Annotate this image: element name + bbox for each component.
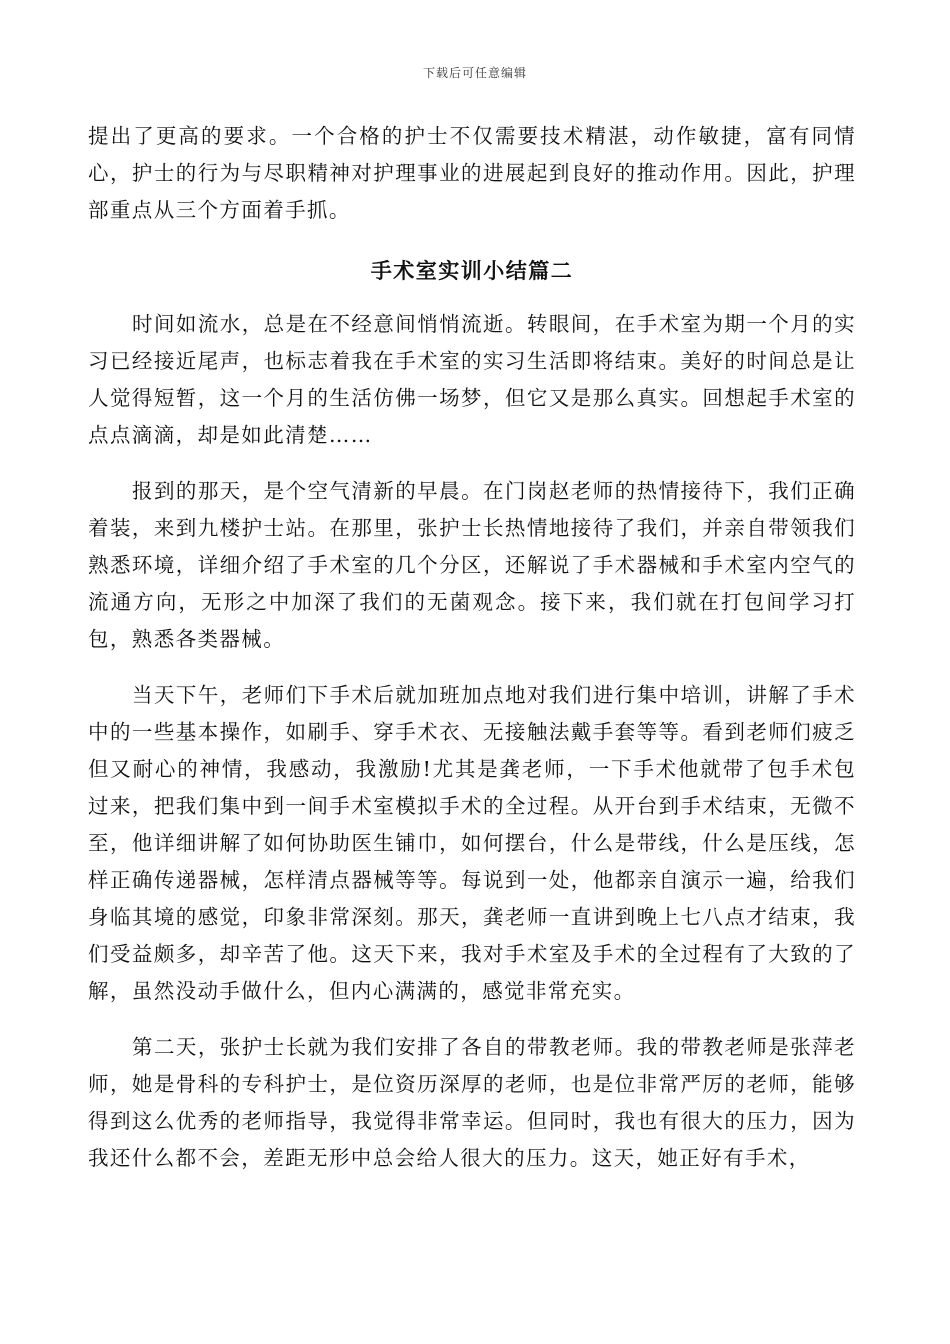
document-body	[88, 118, 856, 1177]
paragraph-4: 第二天，张护士长就为我们安排了各自的带教老师。我的带教老师是张萍老师，她是骨科的专科护士，是位资历深厚的老师，也是位非常严厉的老师，能够得到这么优秀的老师指导，我觉得非常幸运。但同时，我也有很大的压力，因为我还什么都不会，差距无形中总会给人很大的压力。这天，她正好有手术，	[88, 1035, 856, 1170]
page-header-note: 下载后可任意编辑	[422, 66, 527, 80]
section-title: 手术室实训小结篇二	[370, 259, 574, 283]
intro-paragraph: 提出了更高的要求。一个合格的护士不仅需要技术精湛，动作敏捷，富有同情心，护士的行为与尽职精神对护理事业的进展起到良好的推动作用。因此，护理部重点从三个方面着手抓。	[88, 124, 856, 222]
paragraph-3: 当天下午，老师们下手术后就加班加点地对我们进行集中培训，讲解了手术中的一些基本操作，如刷手、穿手术衣、无接触法戴手套等等。看到老师们疲乏但又耐心的神情，我感动，我激励!尤其是龚老师，一下手术他就带了包手术包过来，把我们集中到一间手术室模拟手术的全过程。从开台到手术结束，无微不至，他详细讲解了如何协助医生铺巾，如何摆台，什么是带线，什么是压线，怎样正确传递器械，怎样清点器械等等。每说到一处，他都亲自演示一遍，给我们身临其境的感觉，印象非常深刻。那天，龚老师一直讲到晚上七八点才结束，我们受益颇多，却辛苦了他。这天下来，我对手术室及手术的全过程有了大致的了解，虽然没动手做什么，但内心满满的，感觉非常充实。	[88, 683, 856, 1003]
paragraph-2: 报到的那天，是个空气清新的早晨。在门岗赵老师的热情接待下，我们正确着装，来到九楼护士站。在那里，张护士长热情地接待了我们，并亲自带领我们熟悉环境，详细介绍了手术室的几个分区，还解说了手术器械和手术室内空气的流通方向，无形之中加深了我们的无菌观念。接下来，我们就在打包间学习打包，熟悉各类器械。	[88, 479, 856, 651]
paragraph-1: 时间如流水，总是在不经意间悄悄流逝。转眼间，在手术室为期一个月的实习已经接近尾声，也标志着我在手术室的实习生活即将结束。美好的时间总是让人觉得短暂，这一个月的生活仿佛一场梦，但它又是那么真实。回想起手术室的点点滴滴，却是如此清楚……	[88, 312, 856, 447]
